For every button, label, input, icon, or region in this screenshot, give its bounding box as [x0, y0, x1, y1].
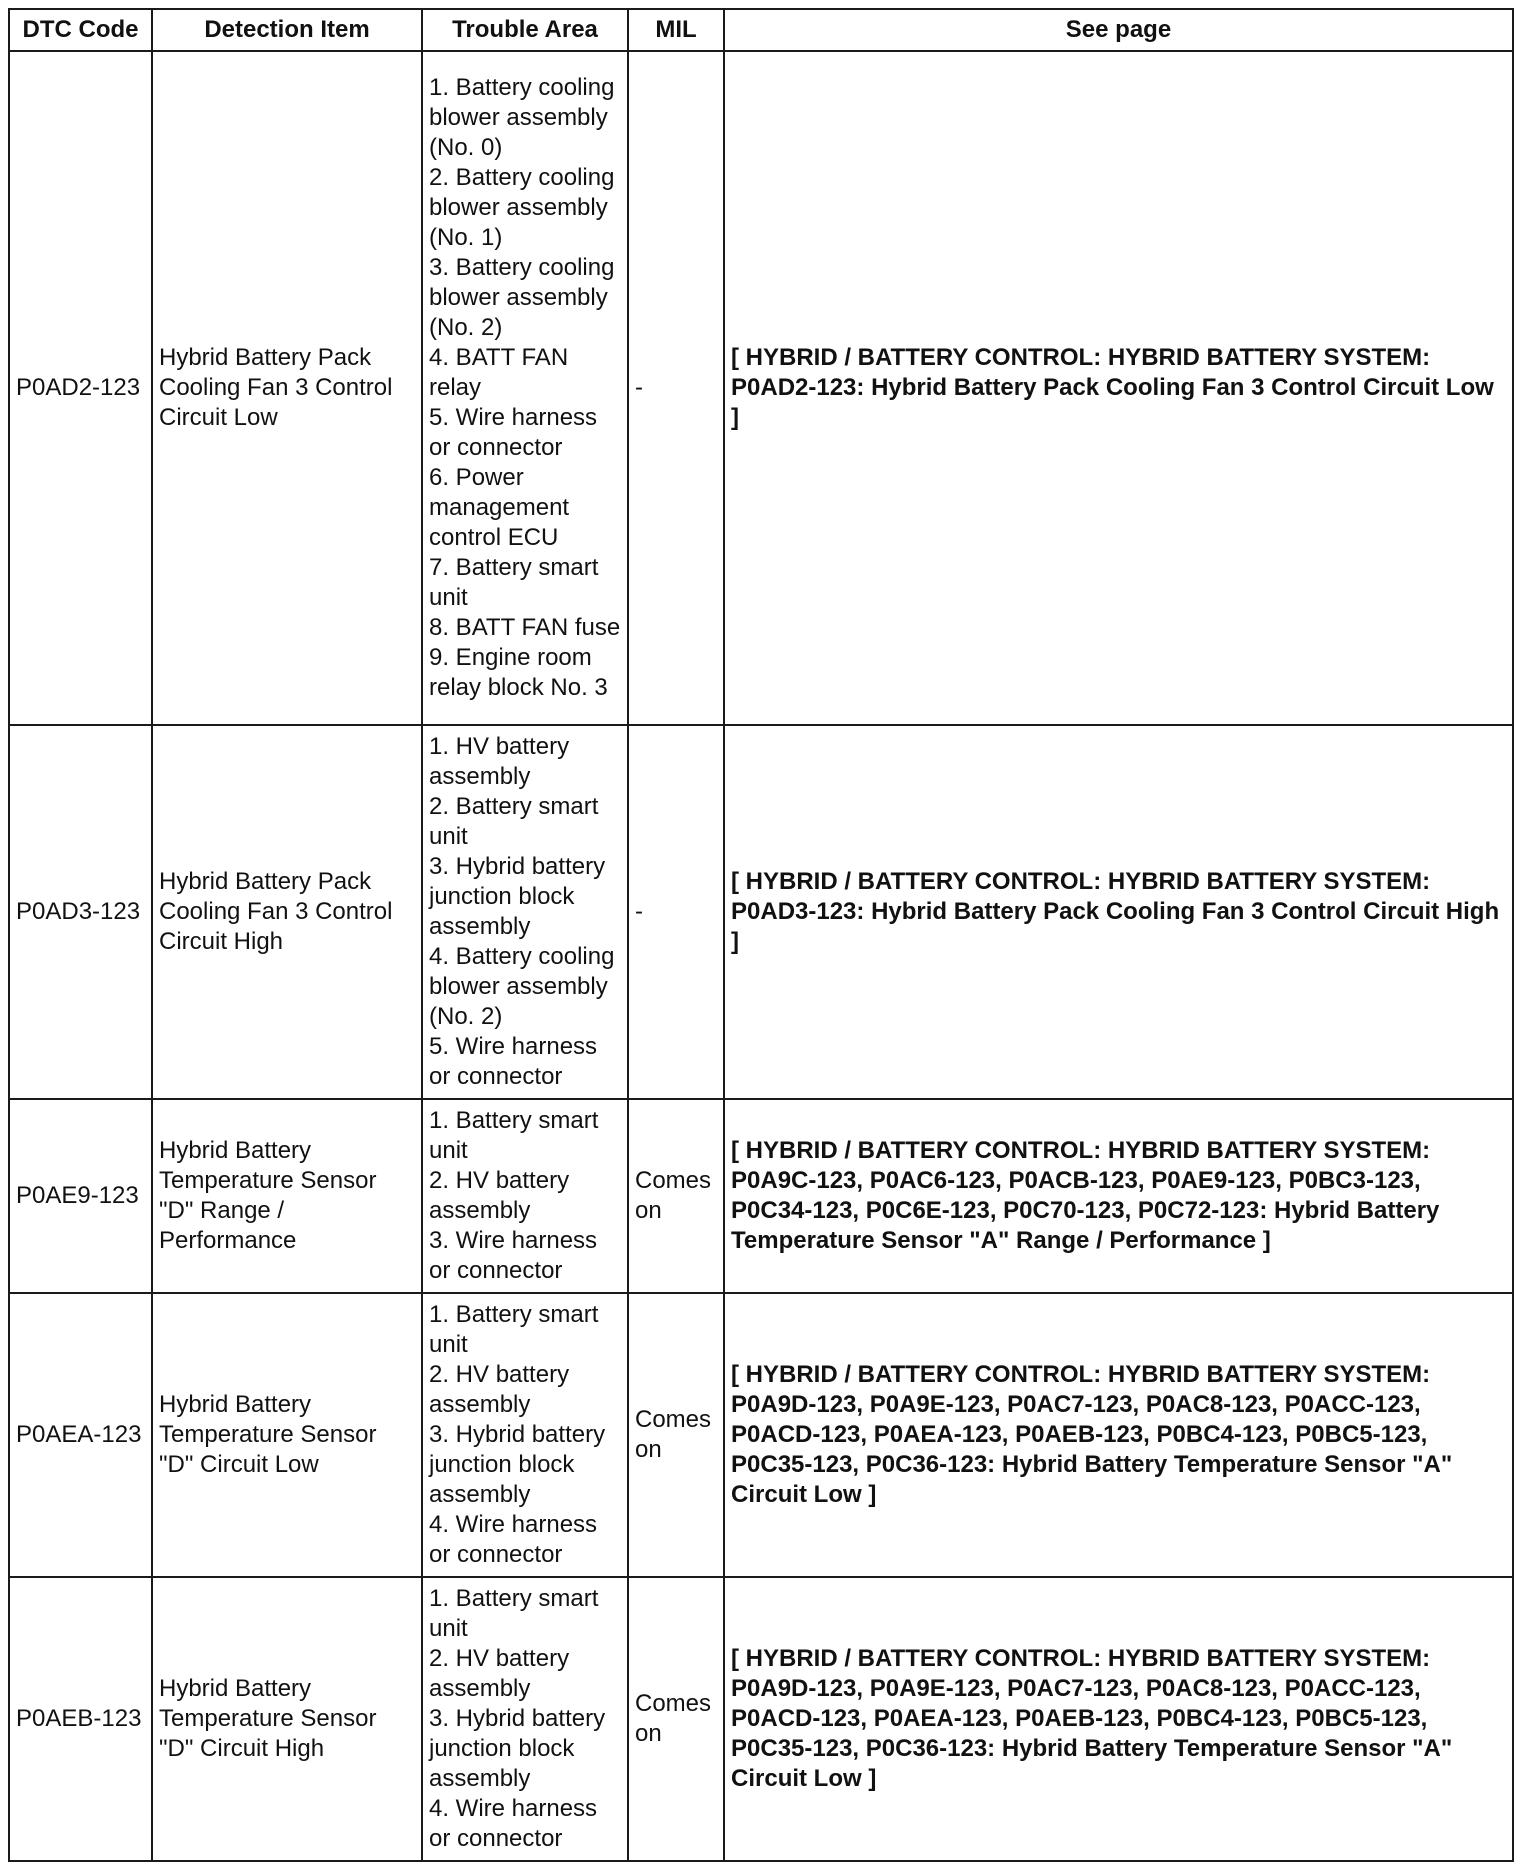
- trouble-area: [422, 725, 628, 1099]
- detection-item: Hybrid Battery Temperature Sensor "D" Circuit Low: [152, 1293, 422, 1577]
- trouble-area-item: 2. HV battery assembly: [429, 1167, 570, 1224]
- table-row: [9, 51, 1513, 725]
- trouble-area-item: 4. BATT FAN relay: [429, 344, 569, 401]
- header-detection-item: Detection Item: [152, 9, 422, 51]
- trouble-area-item: 3. Hybrid battery junction block assembly: [429, 853, 606, 940]
- trouble-area-item: 4. Wire harness or connector: [429, 1511, 598, 1568]
- trouble-area-item: 5. Wire harness or connector: [429, 404, 598, 461]
- dtc-code: P0AEB-123: [9, 1577, 152, 1861]
- trouble-area-item: 3. Wire harness or connector: [429, 1227, 598, 1284]
- trouble-area-item: 9. Engine room relay block No. 3: [429, 644, 608, 701]
- trouble-area-item: 4. Wire harness or connector: [429, 1795, 598, 1852]
- detection-item: Hybrid Battery Temperature Sensor "D" Circuit High: [152, 1577, 422, 1861]
- header-row: [9, 9, 1513, 51]
- mil-status: Comes on: [628, 1293, 724, 1577]
- table-row: [9, 1293, 1513, 1577]
- trouble-area-item: 3. Battery cooling blower assembly (No. 2): [429, 254, 615, 341]
- trouble-area: [422, 1577, 628, 1861]
- dtc-code: P0AD3-123: [9, 725, 152, 1099]
- trouble-area: [422, 1099, 628, 1293]
- detection-item: Hybrid Battery Temperature Sensor "D" Range / Performance: [152, 1099, 422, 1293]
- trouble-area-item: 2. Battery smart unit: [429, 793, 599, 850]
- trouble-area-item: 2. HV battery assembly: [429, 1645, 570, 1702]
- trouble-area-item: 8. BATT FAN fuse: [429, 614, 621, 641]
- header-trouble-area: Trouble Area: [422, 9, 628, 51]
- table-row: [9, 1099, 1513, 1293]
- trouble-area-item: 4. Battery cooling blower assembly (No. 2): [429, 943, 615, 1030]
- trouble-area-item: 3. Hybrid battery junction block assembly: [429, 1421, 606, 1508]
- see-page-link[interactable]: [ HYBRID / BATTERY CONTROL: HYBRID BATTERY SYSTEM: P0AD3-123: Hybrid Battery Pack Cooling Fan 3 Control Circuit High ]: [724, 725, 1513, 1099]
- table-row: [9, 725, 1513, 1099]
- trouble-area-item: 7. Battery smart unit: [429, 554, 599, 611]
- mil-status: Comes on: [628, 1577, 724, 1861]
- trouble-area-item: 1. Battery smart unit: [429, 1585, 599, 1642]
- trouble-area-item: 5. Wire harness or connector: [429, 1033, 598, 1090]
- header-see-page: See page: [724, 9, 1513, 51]
- dtc-table: [8, 8, 1514, 1862]
- trouble-area: [422, 1293, 628, 1577]
- dtc-document: [8, 8, 1512, 1862]
- header-dtc-code: DTC Code: [9, 9, 152, 51]
- table-row: [9, 1577, 1513, 1861]
- dtc-code: P0AE9-123: [9, 1099, 152, 1293]
- detection-item: Hybrid Battery Pack Cooling Fan 3 Control Circuit High: [152, 725, 422, 1099]
- trouble-area-item: 3. Hybrid battery junction block assembly: [429, 1705, 606, 1792]
- mil-status: -: [628, 725, 724, 1099]
- trouble-area-item: 1. Battery smart unit: [429, 1301, 599, 1358]
- trouble-area: [422, 51, 628, 725]
- detection-item: Hybrid Battery Pack Cooling Fan 3 Control Circuit Low: [152, 51, 422, 725]
- trouble-area-item: 6. Power management control ECU: [429, 464, 570, 551]
- trouble-area-item: 1. Battery cooling blower assembly (No. 0): [429, 74, 615, 161]
- trouble-area-item: 1. HV battery assembly: [429, 733, 570, 790]
- header-mil: MIL: [628, 9, 724, 51]
- mil-status: -: [628, 51, 724, 725]
- dtc-code: P0AEA-123: [9, 1293, 152, 1577]
- see-page-link[interactable]: [ HYBRID / BATTERY CONTROL: HYBRID BATTERY SYSTEM: P0AD2-123: Hybrid Battery Pack Cooling Fan 3 Control Circuit Low ]: [724, 51, 1513, 725]
- trouble-area-item: 2. Battery cooling blower assembly (No. 1): [429, 164, 615, 251]
- see-page-link[interactable]: [ HYBRID / BATTERY CONTROL: HYBRID BATTERY SYSTEM: P0A9D-123, P0A9E-123, P0AC7-123, P0AC8-123, P0ACC-123, P0ACD-123, P0AEA-123, P0AEB-123, P0BC4-123, P0BC5-123, P0C35-123, P0C36-123: Hybrid Battery Temperature Sensor "A" Circuit Low ]: [724, 1293, 1513, 1577]
- see-page-link[interactable]: [ HYBRID / BATTERY CONTROL: HYBRID BATTERY SYSTEM: P0A9D-123, P0A9E-123, P0AC7-123, P0AC8-123, P0ACC-123, P0ACD-123, P0AEA-123, P0AEB-123, P0BC4-123, P0BC5-123, P0C35-123, P0C36-123: Hybrid Battery Temperature Sensor "A" Circuit Low ]: [724, 1577, 1513, 1861]
- trouble-area-item: 1. Battery smart unit: [429, 1107, 599, 1164]
- trouble-area-item: 2. HV battery assembly: [429, 1361, 570, 1418]
- mil-status: Comes on: [628, 1099, 724, 1293]
- dtc-code: P0AD2-123: [9, 51, 152, 725]
- see-page-link[interactable]: [ HYBRID / BATTERY CONTROL: HYBRID BATTERY SYSTEM: P0A9C-123, P0AC6-123, P0ACB-123, P0AE9-123, P0BC3-123, P0C34-123, P0C6E-123, P0C70-123, P0C72-123: Hybrid Battery Temperature Sensor "A" Range / Performance ]: [724, 1099, 1513, 1293]
